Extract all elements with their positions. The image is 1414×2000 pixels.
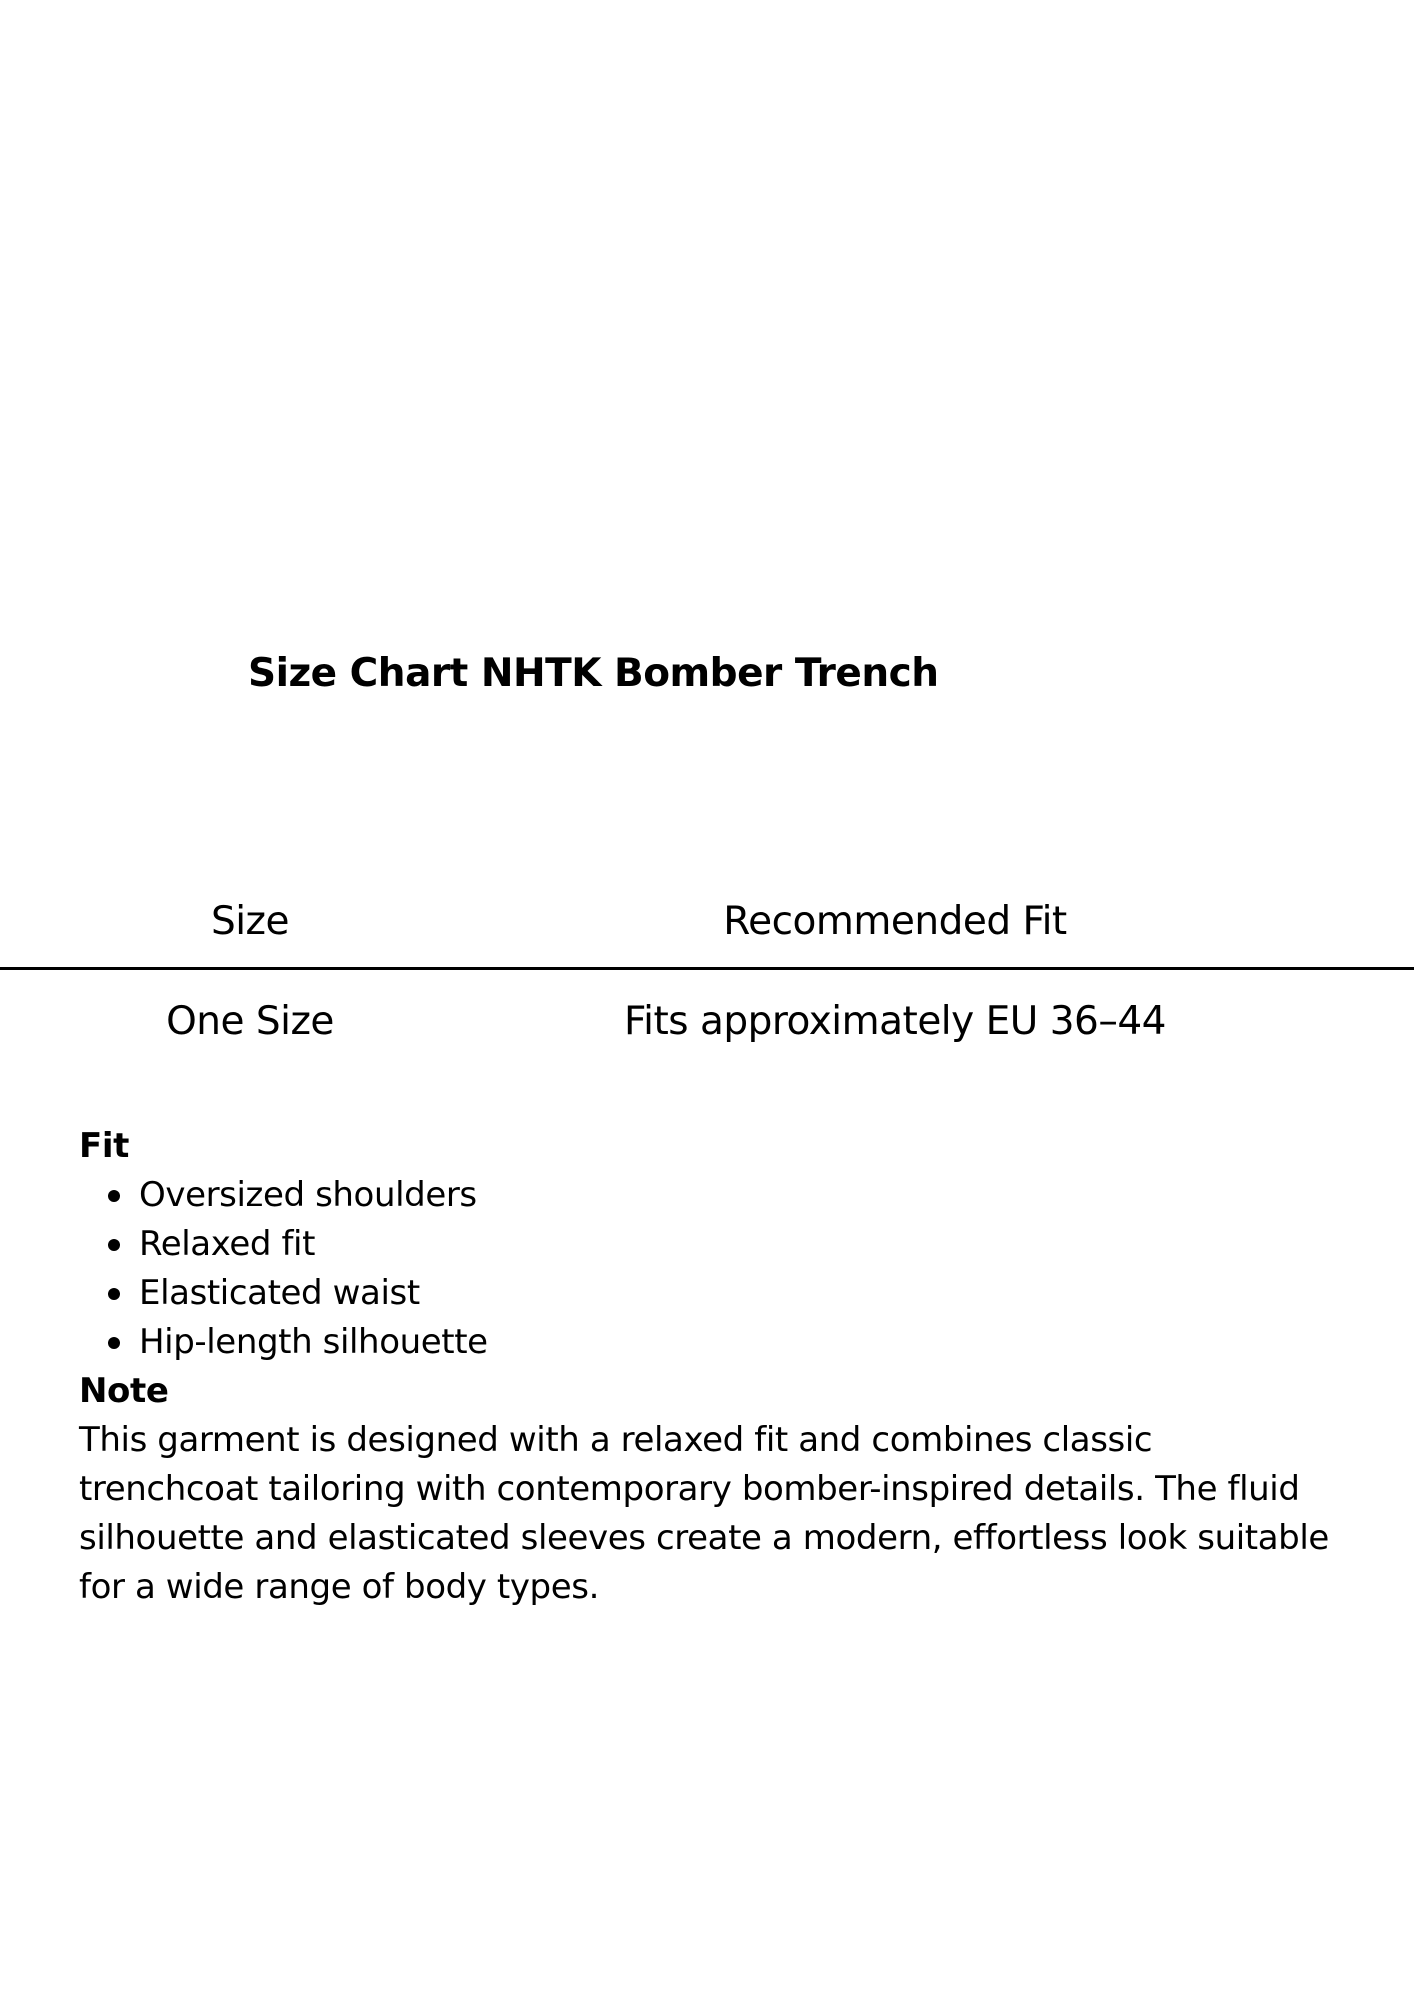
- table-cell-size: One Size: [166, 999, 334, 1044]
- note-heading: Note: [79, 1371, 169, 1411]
- bullet-icon: [108, 1190, 120, 1202]
- list-item: [79, 1220, 1329, 1269]
- fit-heading: Fit: [79, 1126, 129, 1166]
- list-item: [79, 1171, 1329, 1220]
- fit-list: [79, 1171, 1329, 1367]
- table-header-row: [0, 888, 1414, 970]
- size-table: [0, 888, 1414, 1082]
- table-row: [0, 970, 1414, 1082]
- column-header-recommended-fit: Recommended Fit: [723, 899, 1067, 944]
- bullet-icon: [108, 1288, 120, 1300]
- note-text: This garment is designed with a relaxed fit and combines classic trenchcoat tailoring with contemporary bomber-inspired details. The fluid silhouette and elasticated sleeves create a modern, effortless look suitable for a wide range of body types.: [79, 1420, 1329, 1607]
- list-item-text: Relaxed fit: [139, 1224, 316, 1264]
- column-header-size: Size: [210, 899, 290, 944]
- bullet-icon: [108, 1337, 120, 1349]
- table-cell-recommended-fit: Fits approximately EU 36–44: [624, 999, 1166, 1044]
- bullet-icon: [108, 1239, 120, 1251]
- list-item-text: Oversized shoulders: [139, 1175, 477, 1215]
- list-item-text: Elasticated waist: [139, 1273, 420, 1313]
- list-item: [79, 1318, 1329, 1367]
- list-item-text: Hip-length silhouette: [139, 1322, 488, 1362]
- details-section: [79, 1122, 1329, 1612]
- page-title: Size Chart NHTK Bomber Trench: [248, 651, 939, 696]
- list-item: [79, 1269, 1329, 1318]
